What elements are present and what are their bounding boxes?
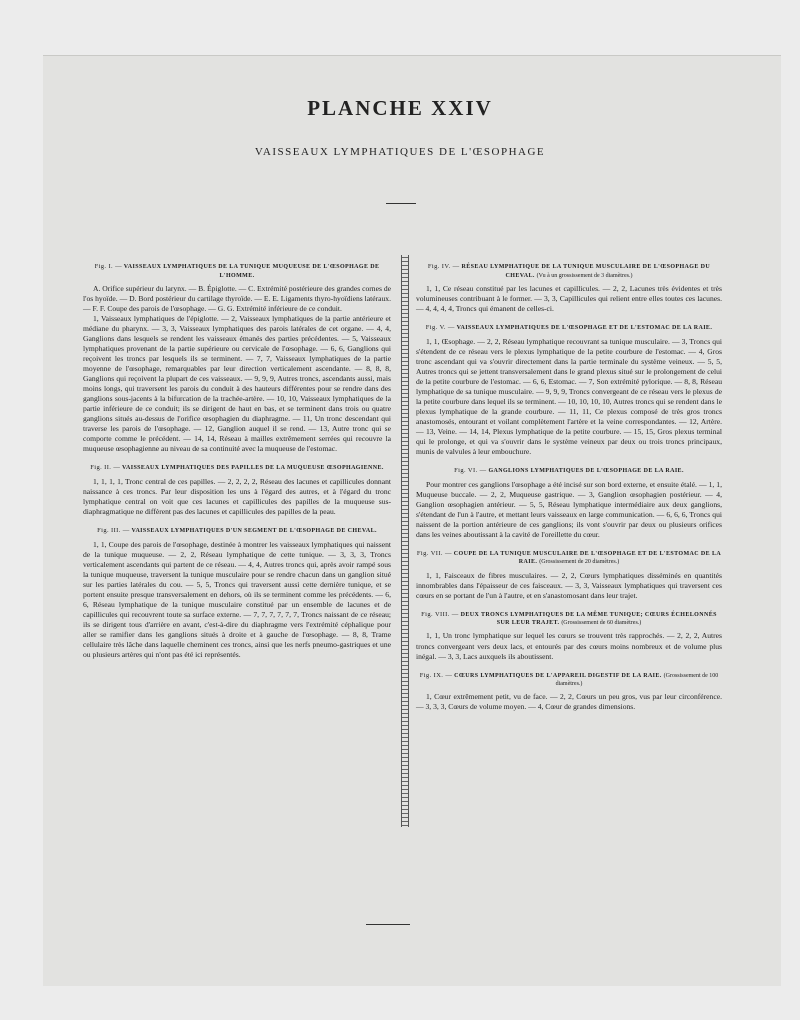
figure-heading <box>416 550 722 567</box>
figure-legend <box>416 467 722 540</box>
figure-number: Fig. IV. — <box>427 263 460 270</box>
figure-legend <box>416 324 722 457</box>
figure-title: COUPE DE LA TUNIQUE MUSCULAIRE DE L'ŒSOPHAGE ET DE L'ESTOMAC DE LA RAIE. <box>453 550 722 566</box>
legend-paragraph: A. Orifice supérieur du larynx. — B. Épiglotte. — C. Extrémité postérieure des grandes cornes de l'os hyoïde. — D. Bord postérieur du cartilage thyroïde. — E. E. Ligaments thyro-hyoïdiens latéraux. — F. F. Coupe des parois de l'œsophage. — G. G. Extrémité inférieure de ce conduit. <box>83 283 391 313</box>
figure-heading <box>416 467 722 476</box>
legend-paragraph: 1, Cœur extrêmement petit, vu de face. — 2, 2, Cœurs un peu gros, vus par leur circonférence. — 3, 3, 3, Cœurs de volume moyen. — 4, Cœur de grandes dimensions. <box>416 692 722 712</box>
figure-heading <box>83 464 391 473</box>
figure-number: Fig. VII. — <box>416 549 452 557</box>
figure-number: Fig. II. — <box>90 464 121 472</box>
figure-legend <box>416 611 722 662</box>
legend-paragraph: 1, 1, 1, 1, Tronc central de ces papilles. — 2, 2, 2, 2, Réseau des lacunes et capillicules donnant naissance à ces troncs. Par leur disposition les uns à l'égard des autres, et à l'égard du tronc lymphatique central on voit que ces lacunes et capillicules des papilles de la muqueuse sus-diaphragmatique ne diffèrent pas des lacunes et capillicules des papilles de la peau. <box>83 476 391 516</box>
figure-legend <box>416 672 722 713</box>
legend-paragraph: 1, 1, Coupe des parois de l'œsophage, destinée à montrer les vaisseaux lymphatiques qui naissent de la tunique muqueuse. — 2, 2, Réseau lymphatique de cette tunique. — 3, 3, 3, Troncs verticalement ascendants qui partent de ce réseau. — 4, 4, Autres troncs qui, après avoir rampé sous la tunique muqueuse, traversent la tunique musculaire pour se rendre chacun dans un ganglion situé sur les parties latérales du cou. — 5, 5, Troncs qui traversent aussi cette dernière tunique, et se portent ensuite presque transversalement en dehors, où ils se terminent comme les précédents. — 6, 6, Réseau lymphatique de la tunique musculaire constitué par un ensemble de lacunes et de capillicules qui recouvrent toute sa surface externe. — 7, 7, 7, 7, 7, 7, Troncs naissant de ce réseau; ils se dirigent tous d'arrière en avant, c'est-à-dire du diaphragme vers l'extrémité céphalique pour aller se ramifier dans les ganglions situés à droite et à gauche de l'œsophage. — 8, 8, Trame cellulaire très lâche dans laquelle cheminent ces troncs, ainsi que les nerfs pneumo-gastriques et une ou plusieurs artères qui n'ont pas été ici représentés. <box>83 539 391 659</box>
figure-legend <box>416 263 722 314</box>
figure-title: VAISSEAUX LYMPHATIQUES DES PAPILLES DE LA MUQUEUSE ŒSOPHAGIENNE. <box>122 465 384 472</box>
figure-heading <box>416 672 722 689</box>
right-column <box>416 263 722 722</box>
magnification-note: (Grossissement de 100 diamètres.) <box>555 672 719 688</box>
figure-legend <box>83 527 391 660</box>
figure-legend <box>416 550 722 601</box>
figure-number: Fig. I. — <box>94 263 122 270</box>
figure-heading <box>83 527 391 536</box>
figure-number: Fig. V. — <box>425 323 455 331</box>
left-column <box>83 263 391 670</box>
legend-paragraph: 1, 1, Œsophage. — 2, 2, Réseau lymphatique recouvrant sa tunique musculaire. — 3, Troncs qui s'étendent de ce réseau vers le plexus lymphatique de la petite courbure de l'estomac. — 4, Gros tronc ascendant qui va s'ouvrir directement dans la partie terminale du système veineux. — 5, 5, Autres troncs qui se jettent transversalement dans le grand plexus situé sur le prolongement de celui de la petite courbure de l'estomac. — 6, 6, Estomac. — 7, Son extrémité pylorique. — 8, 8, Réseau lymphatique de sa tunique musculaire. — 9, 9, 9, Troncs convergeant de ce réseau vers le plexus de la petite courbure dans lequel ils se terminent. — 10, 10, 10, 10, Autres troncs qui se rendent dans le plexus lymphatique de la grande courbure. — 11, 11, Ce plexus composé de très gros troncs anastomosés, entourant et voilant complètement l'artère et la veine correspondantes. — 12, Artère. — 13, Veine. — 14, 14, Plexus lymphatique de la petite courbure. — 15, 15, Gros plexus terminal qui le prolonge, et qui va s'ouvrir dans le système veineux par deux ou trois troncs principaux, munis de valvules à leur embouchure. <box>416 336 722 456</box>
figure-heading <box>416 263 722 280</box>
magnification-note: (Grossissement de 20 diamètres.) <box>539 559 620 566</box>
figure-title: VAISSEAUX LYMPHATIQUES DE L'ŒSOPHAGE ET DE L'ESTOMAC DE LA RAIE. <box>456 324 713 331</box>
figure-title: RÉSEAU LYMPHATIQUE DE LA TUNIQUE MUSCULAIRE DE L'ŒSOPHAGE DU CHEVAL. <box>461 264 711 279</box>
figure-title: DEUX TRONCS LYMPHATIQUES DE LA MÊME TUNIQUE; CŒURS ÉCHELONNÉS SUR LEUR TRAJET. <box>460 611 717 627</box>
figure-number: Fig. VIII. — <box>421 610 459 618</box>
figure-number: Fig. IX. — <box>419 671 453 679</box>
figure-heading <box>416 324 722 333</box>
legend-paragraph: 1, Vaisseaux lymphatiques de l'épiglotte. — 2, Vaisseaux lymphatiques de la partie antérieure et médiane du pharynx. — 3, 3, Vaisseaux lymphatiques des parois latérales de cet organe. — 4, 4, Ganglions dans lesquels se rendent les vaisseaux émanés des parties précédentes. — 5, Vaisseaux lymphatiques provenant de la partie supérieure ou cervicale de l'œsophage. — 6, 6, Ganglions qui reçoivent les troncs par lesquels ils se terminent. — 7, 7, Vaisseaux lymphatiques de la partie moyenne de l'œsophage, remarquables par leur direction verticalement ascendante. — 8, 8, 8, Ganglions qui reçoivent la plupart de ces vaisseaux. — 9, 9, 9, Autres troncs, ascendants aussi, mais moins longs, qui traversent les parois du conduit à des hauteurs différentes pour se rendre dans des ganglions sous-jacents à la bifurcation de la trachée-artère. — 10, 10, Vaisseaux lymphatiques de la partie inférieure de ce conduit; ils se dirigent de haut en bas, et se terminent dans trois ou quatre ganglions situés au-dessus de l'orifice œsophagien du diaphragme. — 11, Un tronc descendant qui traverse les parois de l'œsophage. — 12, Ganglion auquel il se rend. — 13, Autre tronc qui se comporte comme le précédent. — 14, 14, Réseau à mailles extrêmement serrées qui recouvre la muqueuse œsophagienne au niveau de sa continuité avec la muqueuse de l'estomac. <box>83 313 391 454</box>
title-rule <box>386 203 416 204</box>
legend-paragraph: 1, 1, Ce réseau constitué par les lacunes et capillicules. — 2, 2, Lacunes très évidentes et très volumineuses contribuant à le former. — 3, 3, Capillicules qui relient entre elles toutes ces lacunes. — 4, 4, 4, 4, Troncs qui émanent de celles-ci. <box>416 283 722 313</box>
magnification-note: (Grossissement de 60 diamètres.) <box>561 620 642 627</box>
bottom-rule <box>366 924 410 925</box>
figure-legend <box>83 263 391 454</box>
legend-paragraph: Pour montrer ces ganglions l'œsophage a été incisé sur son bord externe, et ensuite étalé. — 1, 1, Muqueuse buccale. — 2, 2, Muqueuse gastrique. — 3, Ganglion œsophagien postérieur. — 4, Ganglion œsophagien antérieur. — 5, 5, Réseau lymphatique intermédiaire aux deux ganglions, s'étendant de l'un à l'autre, et mettant leurs vaisseaux en large communication. — 6, 6, 6, Troncs qui naissent de la portion antérieure de ces ganglions; ils vont s'ouvrir par deux ou plusieurs orifices dans les veines aboutissant à la cavité de l'oreillette du cœur. <box>416 479 722 539</box>
figure-title: GANGLIONS LYMPHATIQUES DE L'ŒSOPHAGE DE LA RAIE. <box>488 467 684 474</box>
magnification-note: (Vu à un grossissement de 3 diamètres.) <box>536 272 633 279</box>
page-subtitle: VAISSEAUX LYMPHATIQUES DE L'ŒSOPHAGE <box>254 146 546 158</box>
figure-heading <box>416 611 722 628</box>
legend-paragraph: 1, 1, Faisceaux de fibres musculaires. — 2, 2, Cœurs lymphatiques disséminés en quantités innombrables dans l'épaisseur de ces faisceaux. — 3, 3, Vaisseaux lymphatiques qui traversent ces cœurs en se portant de l'un à l'autre, et en s'anastomosant dans leur trajet. <box>416 570 722 600</box>
figure-heading <box>83 263 391 280</box>
figure-title: VAISSEAUX LYMPHATIQUES D'UN SEGMENT DE L'ŒSOPHAGE DE CHEVAL. <box>131 527 377 534</box>
figure-legend <box>83 464 391 517</box>
figure-number: Fig. VI. — <box>454 466 487 474</box>
figure-title: CŒURS LYMPHATIQUES DE L'APPAREIL DIGESTIF DE LA RAIE. <box>454 672 662 679</box>
figure-title: VAISSEAUX LYMPHATIQUES DE LA TUNIQUE MUQUEUSE DE L'ŒSOPHAGE DE L'HOMME. <box>123 264 380 279</box>
figure-number: Fig. III. — <box>97 526 130 534</box>
page-title: PLANCHE XXIV <box>307 96 493 120</box>
legend-paragraph: 1, 1, Un tronc lymphatique sur lequel les cœurs se trouvent très rapprochés. — 2, 2, 2, Autres troncs convergeant vers deux lacs, et entourés par des cœurs moins nombreux et de volume plus inégal. — 3, 3, Lacs auxquels ils aboutissent. <box>416 631 722 661</box>
column-divider <box>401 255 409 827</box>
